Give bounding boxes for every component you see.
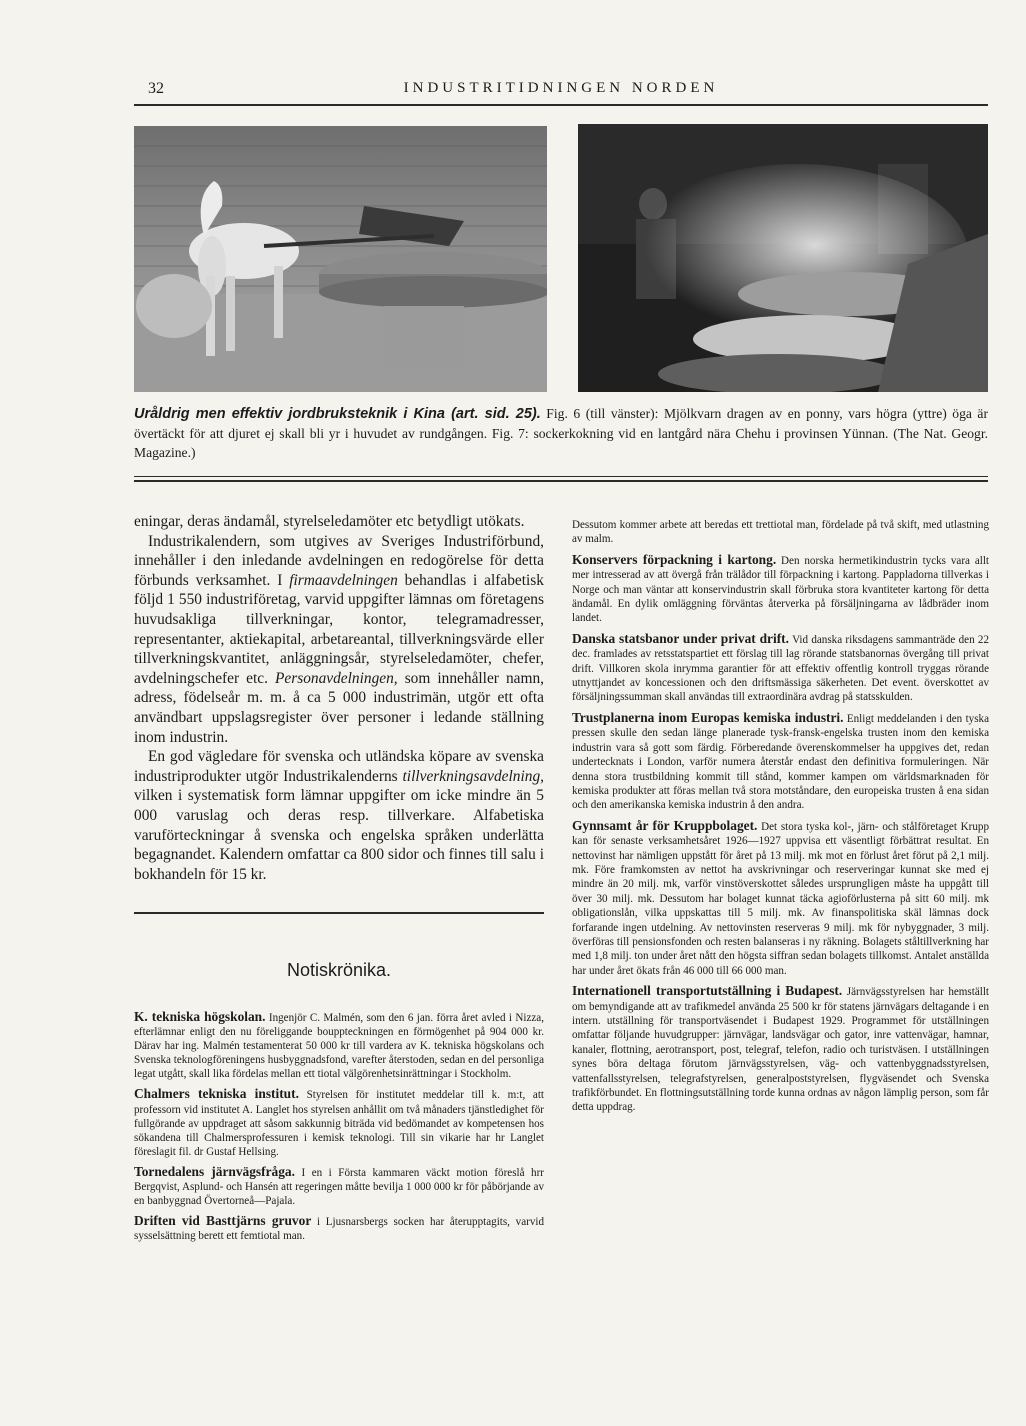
left-p2-text-c: som innehåller namn, adress, födelseår m. m. å ca 5 000 industrimän, utgör ett ofta användbart uppslagsregister över personer i ledande ställning inom industrin. [134,669,544,746]
caption-rule-bottom [134,480,988,482]
caption-rule-top [134,476,988,477]
photo-sugar-boiling [578,124,988,392]
notis-heading: Tornedalens järnvägsfråga. [134,1163,295,1179]
figure-caption [134,404,988,462]
news-item [572,632,989,705]
left-column-rule [134,912,544,914]
news-text: Enligt meddelanden i den tyska pressen skulle den sedan länge planerade tysk-fransk-engelska trusten inom den kemiska industrin vara så gott som färdig. Förberedande överenskommelser ha uppgives det, redan undertecknats i London, varför numera återstår endast den definitiva formuleringen. När denna stora trustbildning kommit till stånd, kommer kampen om världsmarknaden för kemiska produkter att föras mellan två stora motståndare, den europeiska trusten å ena sidan och den amerikanska kemiska industrin å den andra. [572,712,989,812]
photo-pony-mill [134,126,547,392]
notis-heading: Chalmers tekniska institut. [134,1086,299,1102]
header-rule [134,104,988,106]
left-p3-italic: tillverkningsavdelning, [402,767,544,785]
left-p2-italic-2: Personavdelningen, [274,669,398,687]
left-paragraph-1: eningar, deras ändamål, styrelseledamöter etc betydligt utökats. [134,513,525,530]
notis-text: i Ljusnarsbergs socken har återupptagits, varvid sysselsättning berett ett femtiotal man. [134,1216,544,1243]
news-heading: Trustplanerna inom Europas kemiska industri. [572,709,844,725]
notis-item [134,1010,544,1081]
news-item [572,711,989,813]
news-heading: Danska statsbanor under privat drift. [572,630,789,646]
left-p3-text-b: vilken i systematisk form lämnar uppgifter om icke mindre än 5 000 varuslag och deras resp. tillverkare. Alfabetiska varuförteckningar å svenska och engelska språken underlätta begagnandet. Kalendern omfattar ca 800 sidor och finnes till salu i bokhandeln för 15 kr. [134,787,544,883]
news-text: Vid danska riksdagens sammanträde den 22 dec. framlades av retsstatspartiet ett förslag till lag rörande statsbanornas övergång till privat drift. Villkoren skola inrymma garantier för att effektiv offentlig kontroll tryggas rörande utnyttjandet av koncessionen och den driftsmässiga säkerheten. Det event. överskottet av försäljningssumman skall användas till extraordinära avdrag på statsskulden. [572,633,990,704]
notis-item [134,1165,544,1208]
notis-item [134,1087,544,1158]
notis-text: Styrelsen för institutet meddelar till k. m:t, att professorn vid institutet A. Langlet hos styrelsen anhållit om två månaders tjänstledighet för fullgörande av uppdraget att såsom sakkunnig biträda vid bedömandet av kompetensen hos sökandena till Chalmersprofessuren i kemisk teknologi. Till sin vikarie har hr Langlet föreslagit fil. dr Gustaf Hellsing. [134,1089,544,1158]
notis-text: I en i Första kammaren väckt motion föreslå hrr Bergqvist, Asplund- och Hansén att regeringen måtte bevilja 1 000 000 kr för påbörjande av en banbyggnad Övertorneå—Pajala. [134,1166,544,1208]
right-intro: Dessutom kommer arbete att beredas ett trettiotal man, fördelade på två skift, med utlastning av malm. [572,519,989,546]
news-text: Den norska hermetikindustrin tycks vara allt mer intresserad av att övergå från trälådor till förpackning i kartong. Pappladorna tillverkas i Norge och man väntar att konservindustrin skall förbruka stora kvantiteter kartong för detta ändamål. En dylik omläggning förväntas återverka på försäljningarna av lådbräder inom landet. [572,554,989,625]
news-text: Det stora tyska kol-, järn- och stålföretaget Krupp kan för senaste verksamhetsåret 1926—1927 uppvisa ett väsentligt förbättrat resultat. En nettovinst har nämligen uppstått för året på 13 milj. mk mot en förlust året förut på 2,1 milj. mk. Före framkomsten av nettot ha avskrivningar och reserveringar kunnat ske med ej mindre än 20 milj. mk, varför vinstöverskottet således ursprungligen måste ha uppgått till över 30 milj. mk. Dessutom har bolaget kunnat täcka agioförlusterna på sitt 60 milj. mk obligationslån, vilka uppskattas till 5 milj. mk. Av finanspolitiska skäl lämnas dock forfarande ingen utdelning. Av nettovinsten reserveras 9 milj. mk för nybyggnader, 3 milj. överföras till pensionsfonden och resten balanseras i ny räkning. Bolagets ståltillverkning har med 1,8 milj. ton under året nått den högsta siffran sedan bolagets tillkomst. Antalet anställda har under året ökats från 46 000 till 66 000 man. [572,820,989,977]
notis-list [134,1010,544,1249]
right-column [572,518,989,1121]
news-item [572,984,989,1115]
caption-text: Fig. 6 (till vänster): Mjölkvarn dragen av en ponny, vars högra (yttre) öga är övertäckt för att djuret ej skall bli yr i huvudet av rundgången. Fig. 7: sockerkokning vid en lantgård nära Chehu i provinsen Yünnan. (The Nat. Geogr. Magazine.) [134,406,988,460]
notis-heading: K. tekniska högskolan. [134,1009,266,1024]
left-p2-italic-1: firmaavdelningen [289,571,398,589]
notis-item [134,1214,544,1243]
running-title: INDUSTRITIDNINGEN NORDEN [403,80,719,96]
left-paragraph-3 [134,747,544,884]
notis-section-title: Notiskrönika. [286,960,392,980]
notis-heading: Driften vid Basttjärns gruvor [134,1213,312,1229]
left-p2-text-a: Industrikalendern, som utgives av Sveriges Industriförbund, innehåller i den inledande avdelningen en redogörelse för detta förbunds verksamhet. I [134,532,544,589]
notis-text: Ingenjör C. Malmén, som den 6 jan. förra året avled i Nizza, efterlämnar enligt den nu föreliggande bouppteckningen en förmögenhet på 904 000 kr. Därav har ing. Malmén testamenterat 50 000 kr till vardera av K. tekniska högskolans och Svenska teknologföreningens husbyggnadsfond, varefter återstoden, sedan en del personliga legat utgått, skall lika fördelas mellan ett tiotal välgörenhetsinrättningar i Stockholm. [134,1012,545,1081]
caption-title: Uråldrig men effektiv jordbruksteknik i Kina (art. sid. 25). [134,406,541,422]
news-heading: Konservers förpackning i kartong. [572,551,777,567]
pony-mill-illustration [134,126,547,392]
left-p3-text-a: En god vägledare för svenska och utländska köpare av svenska industriprodukter utgör Industrikalenderns [134,748,544,785]
page-number: 32 [148,80,164,97]
left-column [134,512,544,884]
news-item [572,553,989,626]
page-header [134,78,988,104]
left-paragraph-2 [134,532,544,748]
news-item [572,819,989,978]
news-heading: Internationell transportutställning i Budapest. [572,983,843,999]
sugar-boiling-illustration [578,124,988,392]
left-p2-text-b: behandlas i alfabetisk följd 1 550 industriföretag, varvid uppgifter lämnas om företagens huvudsakliga tillverkningar, kontor, telegramadresser, representanter, aktiekapital, arbetareantal, tillverkningsvärde eller tillverkningskvantitet, anläggningsår, styrelseledamöter, chefer, avdelningschefer etc. [134,571,544,687]
news-text: Järnvägsstyrelsen har hemställt om bemyndigande att av trafikmedel använda 25 500 kr för statens järnvägars deltagande i en intern. utställning för transportväsendet i Budapest 1929. Programmet för utställningen omfattar följande huvudgrupper: järnvägar, landsvägar och gator, inre vattenvägar, hamnar, kanaler, flottning, aerotransport, post, telegraf, telefon, radio och turistväsen. I utställningen synes böra deltaga förutom järnvägsstyrelsen, väg- och vattenbyggnadsstyrelsen, vattenfallsstyrelsen, telegrafstyrelsen, generalpoststyrelsen, flygväsendet och Svenska trafikförbundet. En flottningsutställning torde kunna ordnas av någon lämplig person, som får detta uppdrag. [572,986,989,1114]
news-heading: Gynnsamt år för Kruppbolaget. [572,817,758,833]
